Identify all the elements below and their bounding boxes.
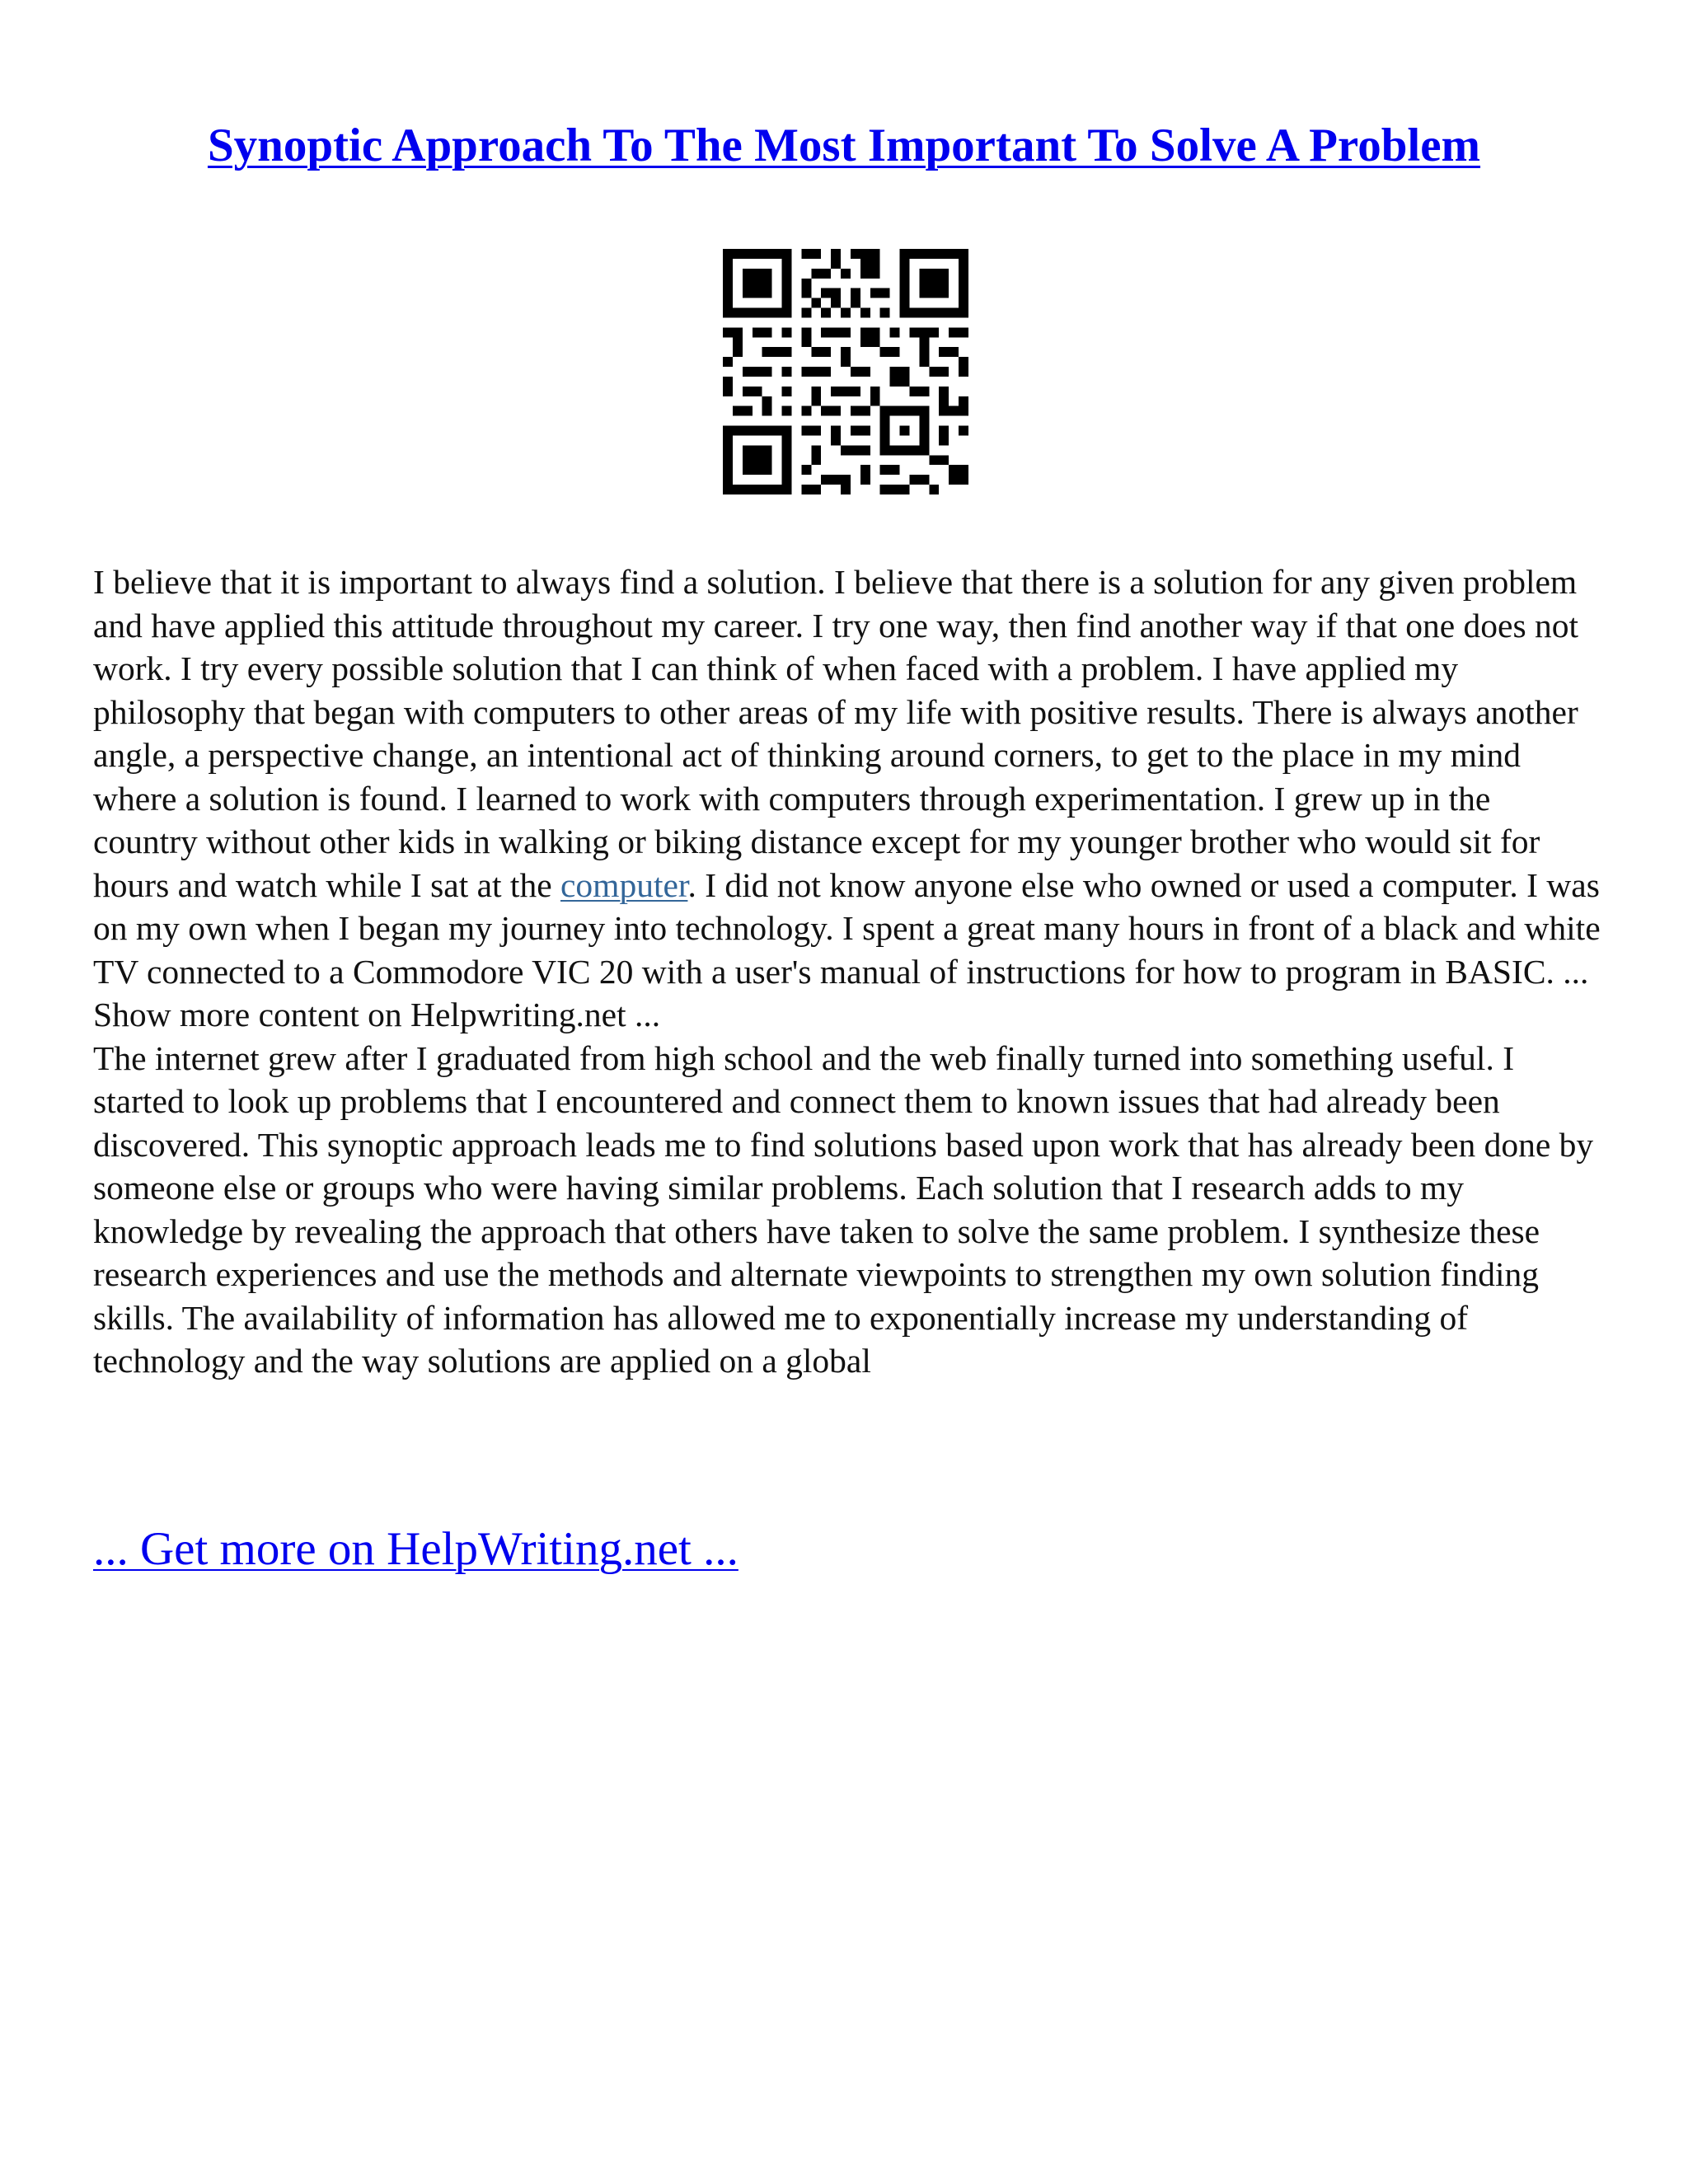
get-more-link-container [93, 1521, 738, 1578]
article-body [93, 560, 1601, 1383]
page-title [0, 111, 1688, 180]
paragraph-1-text-after-link: . I did not know anyone else who owned or used a computer. I was on my own when I began my journey into technology. I spent a great many hours in front of a black and white TV connected to a Commodore VIC 20 with a user's manual of instructions for how to program in BASIC. ... Show more content on Helpwriting.net ... [93, 865, 1601, 1033]
paragraph-1 [93, 560, 1601, 1037]
paragraph-1-text-before-link: I believe that it is important to always find a solution. I believe that there is a solution for any given problem and have applied this attitude throughout my career. I try one way, then find another way if that one does not work. I try every possible solution that I can think of when faced with a problem. I have applied my philosophy that began with computers to other areas of my life with positive results. There is always another angle, a perspective change, an intentional act of thinking around corners, to get to the place in my mind where a solution is found. I learned to work with computers through experimentation. I grew up in the country without other kids in walking or biking distance except for my younger brother who would sit for hours and watch while I sat at the [93, 563, 1579, 904]
title-link[interactable]: Synoptic Approach To The Most Important To Solve A Problem [207, 120, 1481, 171]
paragraph-2: The internet grew after I graduated from high school and the web finally turned into something useful. I started to look up problems that I encountered and connect them to known issues that had already been discovered. This synoptic approach leads me to find solutions based upon work that has already been done by someone else or groups who were having similar problems. Each solution that I research adds to my knowledge by revealing the approach that others have taken to solve the same problem. I synthesize these research experiences and use the methods and alternate viewpoints to strengthen my own solution finding skills. The availability of information has allowed me to exponentially increase my understanding of technology and the way solutions are applied on a global [93, 1038, 1594, 1380]
get-more-link[interactable]: ... Get more on HelpWriting.net ... [93, 1523, 738, 1575]
qr-code-icon [723, 249, 968, 494]
computer-link[interactable]: computer [560, 865, 688, 904]
